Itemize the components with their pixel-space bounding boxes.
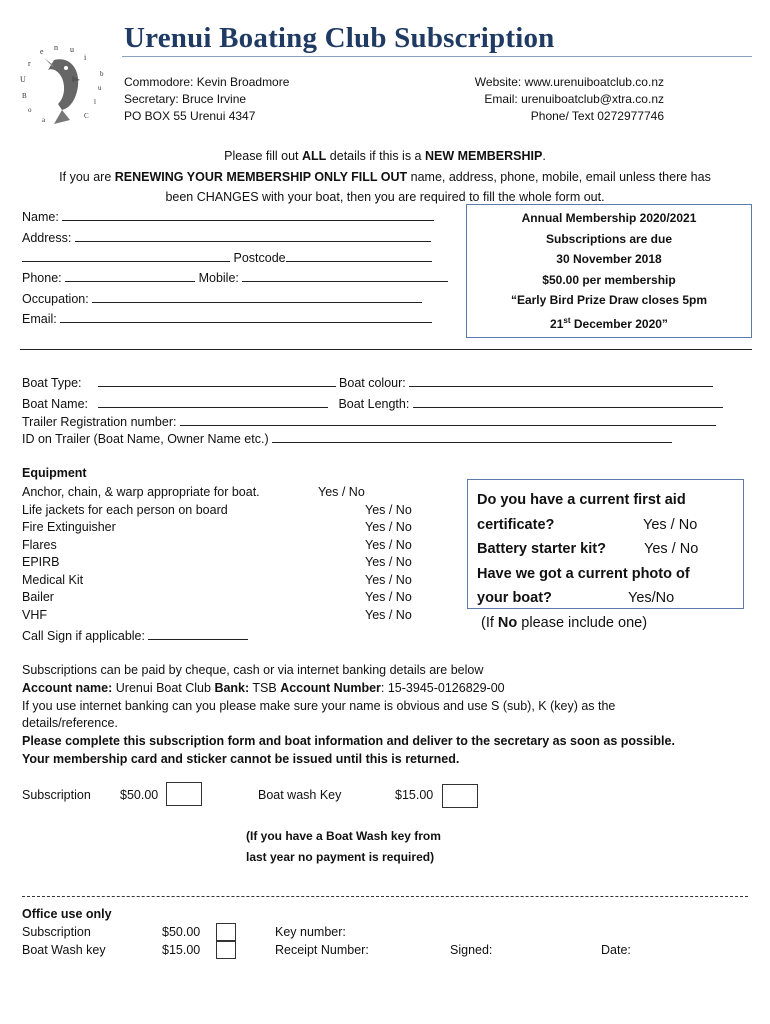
svg-text:a: a xyxy=(42,116,46,124)
equipment-answer[interactable]: Yes / No xyxy=(365,607,412,622)
intro-line-1: Please fill out ALL details if this is a NEW MEMBERSHIP. xyxy=(224,149,546,163)
boatwash-checkbox[interactable] xyxy=(442,784,478,808)
equipment-label: Anchor, chain, & warp appropriate for boat. xyxy=(22,485,260,499)
contact-left xyxy=(124,74,289,125)
equipment-item xyxy=(22,554,422,572)
equipment-label: Medical Kit xyxy=(22,572,84,587)
address-line-2-field[interactable] xyxy=(22,249,230,262)
trailer-id-field[interactable] xyxy=(272,430,672,443)
equipment-label: Life jackets for each person on board xyxy=(22,502,228,517)
address-row: Address: xyxy=(22,229,431,245)
equipment-answer[interactable]: Yes / No xyxy=(365,502,412,517)
postcode-row: Postcode xyxy=(22,249,432,265)
commodore: Commodore: Kevin Broadmore xyxy=(124,75,290,89)
intro-line-2: If you are RENEWING YOUR MEMBERSHIP ONLY FILL OUT name, address, phone, mobile, email unless there has xyxy=(59,169,711,184)
secretary: Secretary: Bruce Irvine xyxy=(124,92,247,106)
phone-field[interactable] xyxy=(65,269,195,282)
membership-info-box: Annual Membership 2020/2021 Subscriptions are due 30 November 2018 $50.00 per membership “Early Bird Prize Draw closes 5pm 21st December 2020” xyxy=(466,204,752,338)
equipment-answer[interactable]: Yes / No xyxy=(318,485,365,499)
page-title: Urenui Boating Club Subscription xyxy=(124,22,555,54)
trailer-row: Trailer Registration number: xyxy=(22,413,716,429)
boat-type-row: Boat Type: Boat colour: xyxy=(22,374,713,390)
svg-text:o: o xyxy=(28,106,32,114)
occupation-row: Occupation: xyxy=(22,290,422,306)
boat-name-row: Boat Name: Boat Length: xyxy=(22,395,723,411)
office-signed: Signed: xyxy=(450,943,493,957)
phone-row: Phone: Mobile: xyxy=(22,269,448,285)
office-sub-amount: $50.00 xyxy=(162,925,201,939)
photo-note: (If No please include one) xyxy=(481,614,648,631)
svg-text:r: r xyxy=(28,59,31,68)
office-key-amount: $15.00 xyxy=(162,943,201,957)
svg-text:B: B xyxy=(22,92,27,100)
equipment-answer[interactable]: Yes / No xyxy=(365,572,412,587)
equipment-answer[interactable]: Yes / No xyxy=(365,520,412,534)
equipment-label: VHF xyxy=(22,607,47,622)
office-key-checkbox[interactable] xyxy=(216,941,236,959)
boat-type-field[interactable] xyxy=(98,374,336,387)
office-sub-label: Subscription xyxy=(22,925,91,939)
svg-text:C: C xyxy=(84,112,89,120)
subscription-label: Subscription xyxy=(22,788,91,802)
equipment-label: EPIRB xyxy=(22,555,60,569)
svg-text:l: l xyxy=(94,98,96,106)
contact-right xyxy=(475,74,664,125)
office-divider xyxy=(22,896,748,897)
boat-length-field[interactable] xyxy=(413,395,723,408)
trailer-id-row: ID on Trailer (Boat Name, Owner Name etc.) xyxy=(22,430,672,446)
svg-text:n: n xyxy=(54,43,58,52)
club-logo xyxy=(14,38,118,132)
section-divider xyxy=(20,349,752,350)
equipment-item xyxy=(22,607,422,625)
battery-answer[interactable]: Yes / No xyxy=(644,541,699,557)
office-key-number: Key number: xyxy=(275,925,346,939)
boat-name-field[interactable] xyxy=(98,395,328,408)
phone: Phone/ Text 0272977746 xyxy=(530,109,664,123)
name-field[interactable] xyxy=(62,208,434,221)
boatwash-note: (If you have a Boat Wash key from last year no payment is required) xyxy=(246,829,441,864)
postcode-field[interactable] xyxy=(286,249,432,262)
equipment-answer[interactable]: Yes / No xyxy=(365,537,412,552)
equipment-label: Fire Extinguisher xyxy=(22,520,116,534)
boatwash-amount: $15.00 xyxy=(395,788,434,802)
office-heading: Office use only xyxy=(22,907,112,921)
svg-text:b: b xyxy=(100,70,104,78)
po-box: PO BOX 55 Urenui 4347 xyxy=(124,109,256,123)
svg-text:e: e xyxy=(40,47,44,56)
call-sign-field[interactable] xyxy=(148,627,248,640)
website: Website: www.urenuiboatclub.co.nz xyxy=(474,75,664,89)
address-field[interactable] xyxy=(75,229,431,242)
equipment-answer[interactable]: Yes / No xyxy=(365,590,412,604)
equipment-item xyxy=(22,572,422,590)
equipment-item xyxy=(22,519,422,537)
svg-text:u: u xyxy=(98,84,102,92)
boat-colour-field[interactable] xyxy=(409,374,713,387)
mobile-field[interactable] xyxy=(242,269,448,282)
photo-answer[interactable]: Yes/No xyxy=(628,590,675,606)
equipment-label: Bailer xyxy=(22,590,54,604)
equipment-answer[interactable]: Yes / No xyxy=(365,555,412,569)
office-date: Date: xyxy=(601,943,631,957)
email-field[interactable] xyxy=(60,310,432,323)
name-row: Name: xyxy=(22,208,434,224)
questions-box: Do you have a current first aid certificate? Yes / No Battery starter kit? Yes / No Have we got a current photo of your boat? Yes/No (If No please include one) xyxy=(467,479,744,609)
svg-text:i: i xyxy=(84,53,87,62)
email: Email: urenuiboatclub@xtra.co.nz xyxy=(484,92,664,106)
office-receipt: Receipt Number: xyxy=(275,943,369,957)
fish-logo-icon xyxy=(14,38,118,132)
svg-text:U: U xyxy=(20,75,26,84)
equipment-label: Flares xyxy=(22,537,57,552)
equipment-heading: Equipment xyxy=(22,466,87,480)
equipment-item xyxy=(22,589,422,607)
payment-info: Subscriptions can be paid by cheque, cash or via internet banking details are below Account name: Urenui Boat Club Bank: TSB Account Number: 15-3945-0126829-00 If you use internet banking can you please make sure your name is obvious and use S (sub), K (key) as the details/reference. Please complete this subscription form and boat information and deliver to the secretary as soon as possible. Your membership card and sticker cannot be issued until this is returned. xyxy=(22,663,675,766)
call-sign-row: Call Sign if applicable: xyxy=(22,627,248,643)
office-sub-checkbox[interactable] xyxy=(216,923,236,941)
equipment-item xyxy=(22,502,422,520)
equipment-item xyxy=(22,537,422,555)
svg-text:u: u xyxy=(70,45,74,54)
equipment-item xyxy=(22,484,422,502)
subscription-amount: $50.00 xyxy=(120,788,159,802)
first-aid-answer[interactable]: Yes / No xyxy=(643,516,698,533)
intro-line-3: been CHANGES with your boat, then you are required to fill the whole form out. xyxy=(165,190,605,204)
office-key-label: Boat Wash key xyxy=(22,943,106,957)
trailer-reg-field[interactable] xyxy=(180,413,716,426)
email-row: Email: xyxy=(22,310,432,326)
subscription-checkbox[interactable] xyxy=(166,782,202,806)
intro-text xyxy=(0,146,770,208)
occupation-field[interactable] xyxy=(92,290,422,303)
equipment-list xyxy=(22,484,422,624)
boatwash-label: Boat wash Key xyxy=(258,788,342,802)
title-divider xyxy=(122,56,752,57)
